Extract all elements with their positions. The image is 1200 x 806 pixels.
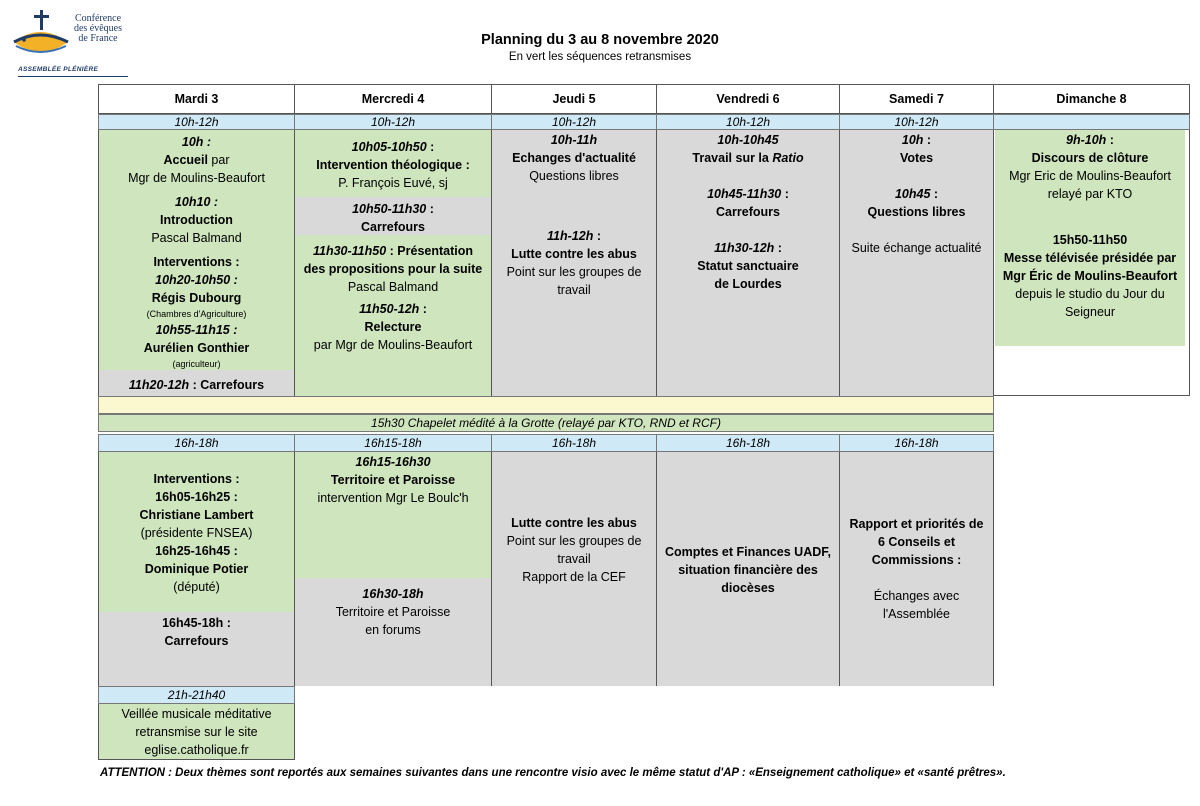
session-title: Questions libres (867, 205, 966, 219)
time-slot (993, 114, 1190, 130)
logo-rule (18, 76, 128, 77)
time-label: 10h05-10h50 (351, 140, 427, 154)
page-subtitle: En vert les séquences retransmises (508, 51, 692, 63)
session-title: Ratio (772, 151, 804, 165)
day-header-mercredi: Mercredi 4 (294, 84, 492, 114)
logo-wordmark: Conférence des évêques de France (73, 13, 123, 44)
speaker-role: (Chambres d'Agriculture) (146, 309, 247, 319)
speaker-role: (présidente FNSEA) (140, 526, 253, 540)
session-text: par (207, 153, 230, 167)
website-text: eglise.catholique.fr (144, 743, 249, 757)
session-text: Questions libres (529, 169, 619, 183)
day-header-mardi: Mardi 3 (98, 84, 295, 114)
session-title: Lutte contre les abus (511, 516, 637, 530)
speaker-name: Mgr de Moulins-Beaufort (128, 171, 265, 185)
time-label: 10h55-11h15 : (155, 323, 238, 337)
speaker-name: Régis Dubourg (151, 291, 242, 305)
session-title: Carrefours (164, 634, 229, 648)
time-label: 16h45-18h : (162, 616, 231, 630)
session-title: Accueil (163, 153, 208, 167)
speaker-name: intervention Mgr Le Boulc'h (317, 491, 469, 505)
session-mardi-morning (98, 130, 295, 370)
session-vendredi-afternoon (656, 452, 840, 686)
session-title: Carrefours (361, 220, 425, 234)
day-header-dimanche: Dimanche 8 (993, 84, 1190, 114)
page-title: Planning du 3 au 8 novembre 2020 (481, 32, 719, 48)
speaker-role: (député) (173, 580, 220, 594)
speaker-name: par Mgr de Moulins-Beaufort (313, 338, 473, 352)
session-vendredi-morning (656, 130, 840, 396)
time-label: 10h45 (894, 187, 931, 201)
time-slot: 10h-12h (491, 114, 657, 130)
session-text: l'Assemblée (883, 607, 950, 621)
speaker-name: P. François Euvé, sj (338, 176, 448, 190)
session-mercredi-carrefours (294, 197, 492, 235)
session-title: de Lourdes (714, 277, 782, 291)
session-text: depuis le studio du Jour du (1015, 287, 1165, 301)
session-title: Lutte contre les abus (511, 247, 637, 261)
session-mercredi-propositions (294, 235, 492, 396)
session-text: retransmise sur le site (135, 725, 258, 739)
speaker-name: Dominique Potier (144, 562, 249, 576)
day-header-jeudi: Jeudi 5 (491, 84, 657, 114)
time-slot: 16h-18h (98, 434, 295, 452)
session-text: Rapport de la CEF (522, 570, 626, 584)
session-text: Point sur les groupes de (506, 265, 642, 279)
session-title: Territoire et Paroisse (330, 473, 456, 487)
session-text: en forums (365, 623, 421, 637)
speaker-name: Christiane Lambert (139, 508, 254, 522)
punct: : (774, 241, 782, 255)
punct: : (419, 302, 427, 316)
session-title: Interventions : (153, 255, 240, 269)
time-slot: 10h-12h (656, 114, 840, 130)
speaker-name: Mgr Eric de Moulins-Beaufort (1009, 169, 1171, 183)
session-title: Votes (899, 151, 934, 165)
session-mercredi-territoire (294, 452, 492, 578)
session-text: Suite échange actualité (851, 241, 982, 255)
day-header-samedi: Samedi 7 (839, 84, 994, 114)
session-text: Échanges avec (873, 589, 960, 603)
session-title: Relecture (364, 320, 422, 334)
session-title: diocèses (721, 581, 775, 595)
session-text: relayé par KTO (1047, 187, 1133, 201)
time-label: 10h50-11h30 (352, 202, 427, 216)
session-title: Introduction (160, 213, 233, 227)
time-label: 9h-10h (1066, 133, 1107, 147)
speaker-name: Mgr Éric de Moulins-Beaufort (1002, 269, 1178, 283)
session-title: Commissions : (871, 553, 962, 567)
session-mercredi-forums (294, 578, 492, 686)
session-title: Carrefours (716, 205, 780, 219)
punct: : (426, 140, 435, 154)
session-samedi-morning (839, 130, 994, 396)
time-label: 10h (901, 133, 924, 147)
speaker-role: (agriculteur) (172, 359, 221, 369)
speaker-name: Pascal Balmand (151, 231, 242, 245)
speaker-name: Pascal Balmand (347, 280, 439, 294)
session-text: Territoire et Paroisse (335, 605, 451, 619)
time-label: 11h-12h (547, 229, 594, 243)
time-label: 16h05-16h25 : (155, 490, 238, 504)
time-label: 10h10 : (174, 195, 219, 209)
day-header-vendredi: Vendredi 6 (656, 84, 840, 114)
session-text: Point sur les groupes de (506, 534, 642, 548)
time-slot: 16h-18h (656, 434, 840, 452)
session-title: Echanges d'actualité (512, 151, 636, 165)
session-title: 6 Conseils et (877, 535, 956, 549)
session-title: Discours de clôture (1031, 151, 1149, 165)
time-label: 10h-11h (550, 133, 598, 147)
time-slot: 10h-12h (839, 114, 994, 130)
session-title: Travail sur la (692, 151, 773, 165)
punct: : (426, 202, 434, 216)
time-label: 11h20-12h (128, 378, 190, 392)
time-label: 16h15-16h30 (355, 455, 431, 469)
time-label: 11h50-12h (359, 302, 420, 316)
punct: : (781, 187, 789, 201)
time-slot: 16h15-18h (294, 434, 492, 452)
session-title: Rapport et priorités de (849, 517, 984, 531)
time-slot: 10h-12h (294, 114, 492, 130)
footer-note: ATTENTION : Deux thèmes sont reportés aux semaines suivantes dans une rencontre visio avec le même statut d'AP : «Enseignement catholique» et «santé prêtres». (100, 767, 1006, 779)
punct: : (593, 229, 601, 243)
punct: : (1106, 133, 1114, 147)
session-mardi-carrefours (98, 370, 295, 396)
time-label: 10h-10h45 (717, 133, 779, 147)
time-label: 11h30-12h (714, 241, 775, 255)
chapelet-banner: 15h30 Chapelet médité à la Grotte (relayé par KTO, RND et RCF) (98, 414, 994, 432)
session-title: situation financière des (678, 563, 818, 577)
session-dimanche (995, 130, 1185, 346)
punct: : (923, 133, 932, 147)
session-samedi-afternoon (839, 452, 994, 686)
time-label: 10h45-11h30 (707, 187, 782, 201)
session-mardi-interventions (98, 452, 295, 612)
session-mercredi-theologie (294, 130, 492, 197)
time-slot: 21h-21h40 (98, 686, 295, 704)
session-veillee (98, 704, 295, 760)
time-label: 15h50-11h50 (1052, 233, 1128, 247)
session-text: travail (557, 552, 591, 566)
session-title: des propositions pour la suite (303, 262, 483, 276)
session-title: : Présentation (386, 244, 474, 258)
time-slot: 16h-18h (839, 434, 994, 452)
fish-cross-emblem-icon (10, 8, 74, 64)
cef-logo (10, 8, 122, 74)
logo-subtitle: ASSEMBLÉE PLÉNIÈRE (18, 66, 99, 73)
time-label: 10h : (181, 135, 212, 149)
session-title: Messe télévisée présidée par (1003, 251, 1177, 265)
time-label: 10h20-10h50 : (155, 273, 238, 287)
session-title: Statut sanctuaire (697, 259, 799, 273)
session-title: Comptes et Finances UADF, (664, 545, 831, 559)
punct: : (930, 187, 939, 201)
session-title: Interventions : (153, 472, 240, 486)
session-mardi-carrefours-pm (98, 612, 295, 686)
session-jeudi-morning (491, 130, 657, 396)
session-title: Intervention théologique : (316, 158, 470, 172)
time-label: 16h25-16h45 : (155, 544, 238, 558)
session-text: travail (557, 283, 591, 297)
time-slot: 16h-18h (491, 434, 657, 452)
session-jeudi-afternoon (491, 452, 657, 686)
time-label: 11h30-11h50 (312, 244, 387, 258)
session-text: Veillée musicale méditative (121, 707, 272, 721)
session-text: Seigneur (1064, 305, 1116, 319)
time-slot: 10h-12h (98, 114, 295, 130)
time-label: 16h30-18h (362, 587, 424, 601)
session-title: : Carrefours (189, 378, 265, 392)
break-band (98, 396, 994, 414)
speaker-name: Aurélien Gonthier (143, 341, 250, 355)
